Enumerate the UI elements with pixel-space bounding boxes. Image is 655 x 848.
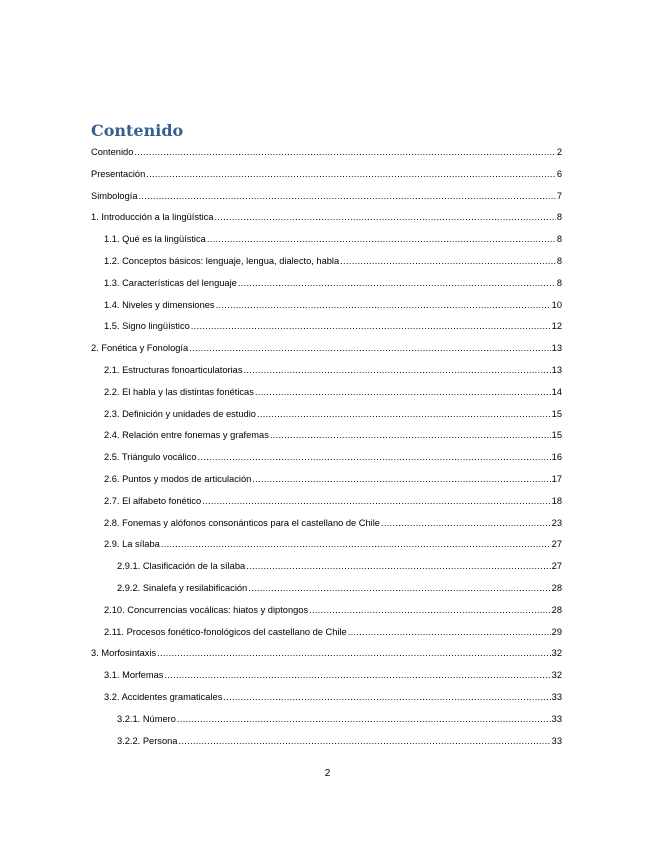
toc-entry[interactable]: [104, 538, 562, 550]
toc-entry-page: 33: [551, 735, 562, 746]
toc-entry-page: 27: [551, 561, 562, 572]
toc-entry[interactable]: [91, 647, 562, 659]
toc-entry[interactable]: [104, 255, 562, 267]
toc-entry-label: 2.9. La sílaba: [104, 539, 160, 550]
toc-entry[interactable]: [91, 168, 562, 180]
dot-leader: [191, 320, 551, 332]
dot-leader: [139, 190, 556, 202]
toc-entry-label: 2.2. El habla y las distintas fonéticas: [104, 386, 254, 397]
toc-entry-label: 2.8. Fonemas y alófonos consonánticos para el castellano de Chile: [104, 517, 380, 528]
dot-leader: [248, 582, 550, 594]
dot-leader: [381, 517, 551, 529]
toc-entry-page: 13: [551, 365, 562, 375]
toc-entry-label: 2.11. Procesos fonético-fonológicos del castellano de Chile: [104, 626, 347, 637]
dot-leader: [134, 146, 555, 158]
toc-entry-page: 8: [556, 234, 562, 245]
toc-entry-label: 2.9.2. Sinalefa y resilabificación: [117, 583, 248, 593]
toc-entry-label: Contenido: [91, 147, 134, 157]
toc-entry-label: Presentación: [91, 168, 146, 179]
dot-leader: [189, 342, 550, 354]
toc-heading: Contenido: [91, 121, 184, 140]
toc-entry-page: 23: [551, 517, 562, 528]
toc-entry[interactable]: [104, 408, 562, 420]
toc-entry[interactable]: [104, 386, 562, 398]
toc-entry-page: 28: [551, 604, 562, 615]
dot-leader: [340, 255, 556, 267]
toc-entry[interactable]: [117, 582, 562, 594]
toc-entry[interactable]: [104, 626, 562, 638]
dot-leader: [146, 168, 556, 180]
toc-entry-page: 12: [551, 321, 562, 332]
dot-leader: [246, 560, 550, 572]
dot-leader: [309, 604, 551, 616]
dot-leader: [257, 408, 551, 420]
toc-entry-page: 33: [551, 692, 562, 702]
toc-entry-page: 32: [551, 648, 562, 659]
toc-entry-label: 1.1. Qué es la lingüística: [104, 234, 206, 245]
toc-entry-label: 1.5. Signo lingüístico: [104, 321, 190, 332]
toc-entry-label: 3. Morfosintaxis: [91, 648, 157, 659]
dot-leader: [198, 451, 551, 463]
toc-entry[interactable]: [91, 146, 562, 158]
dot-leader: [177, 713, 551, 725]
toc-entry-page: 33: [551, 713, 562, 724]
toc-entry-page: 7: [556, 190, 562, 201]
toc-entry-page: 6: [556, 168, 562, 179]
dot-leader: [348, 626, 551, 638]
toc-entry-page: 17: [551, 474, 562, 484]
dot-leader: [161, 538, 551, 550]
dot-leader: [202, 495, 550, 507]
dot-leader: [178, 735, 550, 747]
toc-entry-label: Simbología: [91, 190, 138, 201]
toc-entry[interactable]: [91, 211, 562, 223]
dot-leader: [157, 647, 551, 659]
toc-entry-label: 1.4. Niveles y dimensiones: [104, 299, 215, 310]
dot-leader: [214, 211, 555, 223]
toc-entry[interactable]: [104, 364, 562, 376]
toc-entry-page: 27: [551, 539, 562, 550]
toc-entry-label: 2.4. Relación entre fonemas y grafemas: [104, 430, 269, 441]
toc-entry[interactable]: [104, 277, 562, 289]
toc-entry-page: 15: [551, 408, 562, 419]
toc-entry-label: 2.1. Estructuras fonoarticulatorias: [104, 365, 243, 375]
toc-entry-label: 1. Introducción a la lingüística: [91, 212, 214, 223]
toc-entry-label: 1.3. Características del lenguaje: [104, 277, 237, 288]
toc-entry-label: 2.3. Definición y unidades de estudio: [104, 408, 256, 419]
toc-entry[interactable]: [104, 495, 562, 507]
dot-leader: [244, 364, 551, 376]
toc-entry-page: 8: [556, 256, 562, 266]
toc-entry-page: 8: [556, 277, 562, 288]
toc-entry-page: 18: [551, 495, 562, 506]
toc-entry-label: 2.6. Puntos y modos de articulación: [104, 474, 252, 484]
toc-entry-page: 10: [551, 299, 562, 310]
toc-entry-label: 3.1. Morfemas: [104, 670, 164, 681]
toc-entry-label: 3.2.1. Número: [117, 713, 176, 724]
toc-entry-label: 2.7. El alfabeto fonético: [104, 495, 202, 506]
toc-entry-page: 2: [556, 147, 562, 157]
toc-entry[interactable]: [104, 320, 562, 332]
dot-leader: [252, 473, 550, 485]
toc-entry[interactable]: [104, 473, 562, 485]
toc-entry[interactable]: [117, 560, 562, 572]
toc-entry-page: 14: [551, 386, 562, 397]
toc-entry[interactable]: [104, 451, 562, 463]
toc-entry-page: 28: [551, 583, 562, 593]
toc-entry-label: 3.2. Accidentes gramaticales: [104, 692, 223, 702]
toc-entry[interactable]: [117, 713, 562, 725]
toc-entry-label: 2. Fonética y Fonología: [91, 343, 189, 354]
toc-entry-label: 2.5. Triángulo vocálico: [104, 452, 197, 463]
toc-entry-page: 16: [551, 452, 562, 463]
dot-leader: [164, 669, 550, 681]
toc-entry-page: 32: [551, 670, 562, 681]
toc-entry[interactable]: [91, 190, 562, 202]
toc-entry[interactable]: [117, 735, 562, 747]
dot-leader: [255, 386, 551, 398]
toc-entry-page: 15: [551, 430, 562, 441]
toc-entry[interactable]: [91, 342, 562, 354]
toc-entry[interactable]: [104, 691, 562, 703]
dot-leader: [238, 277, 556, 289]
toc-entry[interactable]: [104, 429, 562, 441]
toc-entry-page: 8: [556, 212, 562, 223]
dot-leader: [216, 299, 551, 311]
toc-entry-page: 13: [551, 343, 562, 354]
toc-entry-page: 29: [551, 626, 562, 637]
page-number: 2: [324, 768, 331, 779]
toc-entry[interactable]: [104, 669, 562, 681]
toc-entry-label: 1.2. Conceptos básicos: lenguaje, lengua, dialecto, habla: [104, 256, 340, 266]
toc-entry-label: 2.10. Concurrencias vocálicas: hiatos y diptongos: [104, 604, 309, 615]
toc-entry[interactable]: [104, 299, 562, 311]
toc-entry[interactable]: [104, 604, 562, 616]
dot-leader: [223, 691, 550, 703]
dot-leader: [207, 233, 556, 245]
dot-leader: [270, 429, 551, 441]
toc-entry-label: 3.2.2. Persona: [117, 735, 178, 746]
toc-entry[interactable]: [104, 233, 562, 245]
toc-entry[interactable]: [104, 517, 562, 529]
toc-entry-label: 2.9.1. Clasificación de la sílaba: [117, 561, 246, 572]
